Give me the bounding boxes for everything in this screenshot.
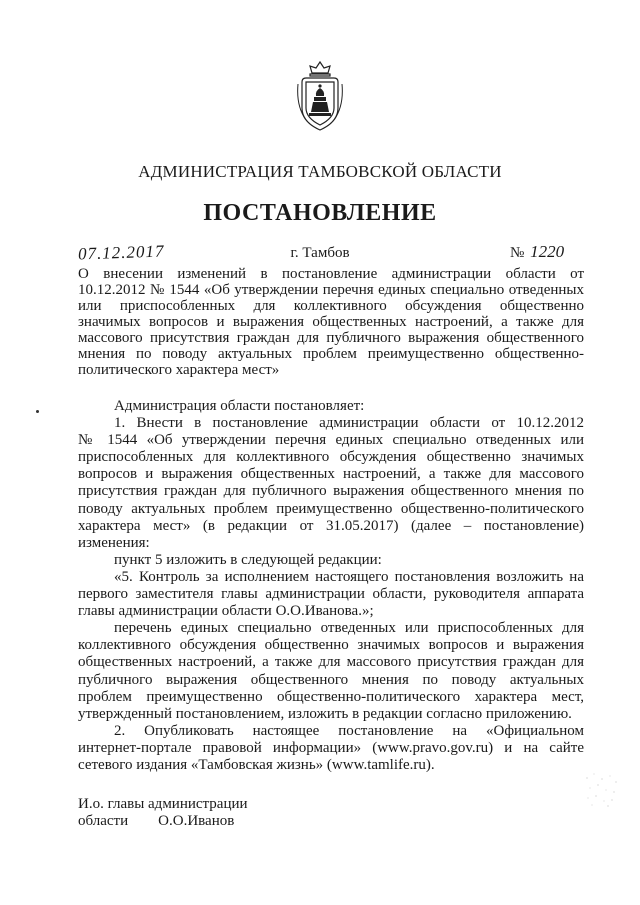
document-body [78,398,584,774]
body-line: вопросов и выражения общественных настроений, а также для массового [78,466,584,483]
signature-title-word: области [78,813,129,829]
body-line: 1. Внести в постановление администрации области от 10.12.2012 [114,415,584,432]
signature-title-line1: И.о. главы администрации [78,796,248,812]
subject-line: или приспособленных для коллективного обсуждения общественно [78,298,584,314]
body-line: сетевого издания «Тамбовская жизнь» (www.tamlife.ru). [78,756,435,773]
scan-stamp-residue [582,770,622,810]
signer-name: О.О.Иванов [158,813,235,829]
body-line: публичного выражения общественного мнения по поводу актуальных [78,671,584,688]
body-line: перечень единых специально отведенных или приспособленных для [114,620,584,637]
body-line: № 1544 «Об утверждении перечня единых специально отведенных или [78,432,584,449]
document-date: 07.12.2017 [77,241,165,264]
body-line: поводу актуальных проблем преимущественно общественно-политического [78,500,584,517]
subject-line: массового присутствия граждан для публичного выражения общественного [78,330,584,346]
body-line: первого заместителя главы администрации области, руководителя аппарата [78,586,584,603]
body-line: «5. Контроль за исполнением настоящего постановления возложить на [114,568,584,585]
body-line: 2. Опубликовать настоящее постановление на «Официальном [114,722,584,739]
body-line: утвержденный постановлением, изложить в редакции согласно приложению. [78,705,572,722]
subject-line: политического характера мест» [78,362,280,378]
body-line: коллективного обсуждения общественно значимых вопросов и выражения [78,637,584,654]
subject-line: значимых вопросов и выражения общественных настроений, а также для [78,314,584,330]
document-city: г. Тамбов [290,245,350,261]
document-number [510,242,564,262]
subject-line: 10.12.2012 № 1544 «Об утверждении перечня единых специально отведенных [78,282,584,298]
signature-title-line2 [78,813,248,830]
authority-name: АДМИНИСТРАЦИЯ ТАМБОВСКОЙ ОБЛАСТИ [138,162,502,181]
body-line: проблем преимущественно общественно-политического характера мест, [78,688,584,705]
body-line: главы администрации области О.О.Иванова.»; [78,603,374,620]
scan-dot [36,410,39,413]
body-line: изменения: [78,534,150,551]
body-line: общественных настроений, а также для массового присутствия граждан для [78,654,584,671]
subject-line: О внесении изменений в постановление администрации области от [78,266,584,282]
number-label: № [510,245,525,261]
number-value: 1220 [530,242,565,261]
signature-block [78,796,248,830]
body-line: интернет-портале правовой информации» (www.pravo.gov.ru) и на сайте [78,739,584,756]
body-line: характера мест» (в редакции от 31.05.2017) (далее – постановление) [78,517,584,534]
body-line: Администрация области постановляет: [114,398,365,414]
document-type: ПОСТАНОВЛЕНИЕ [203,200,437,226]
tambov-coat-of-arms-icon [296,60,344,132]
body-line: присутствия граждан для публичного выражения общественного мнения по [78,483,584,500]
body-line: пункт 5 изложить в следующей редакции: [114,551,382,568]
body-line: приспособленных для коллективного обсуждения общественно значимых [78,449,584,466]
document-subject [78,266,584,378]
subject-line: мнения по поводу актуальных проблем преимущественно общественно- [78,346,584,362]
